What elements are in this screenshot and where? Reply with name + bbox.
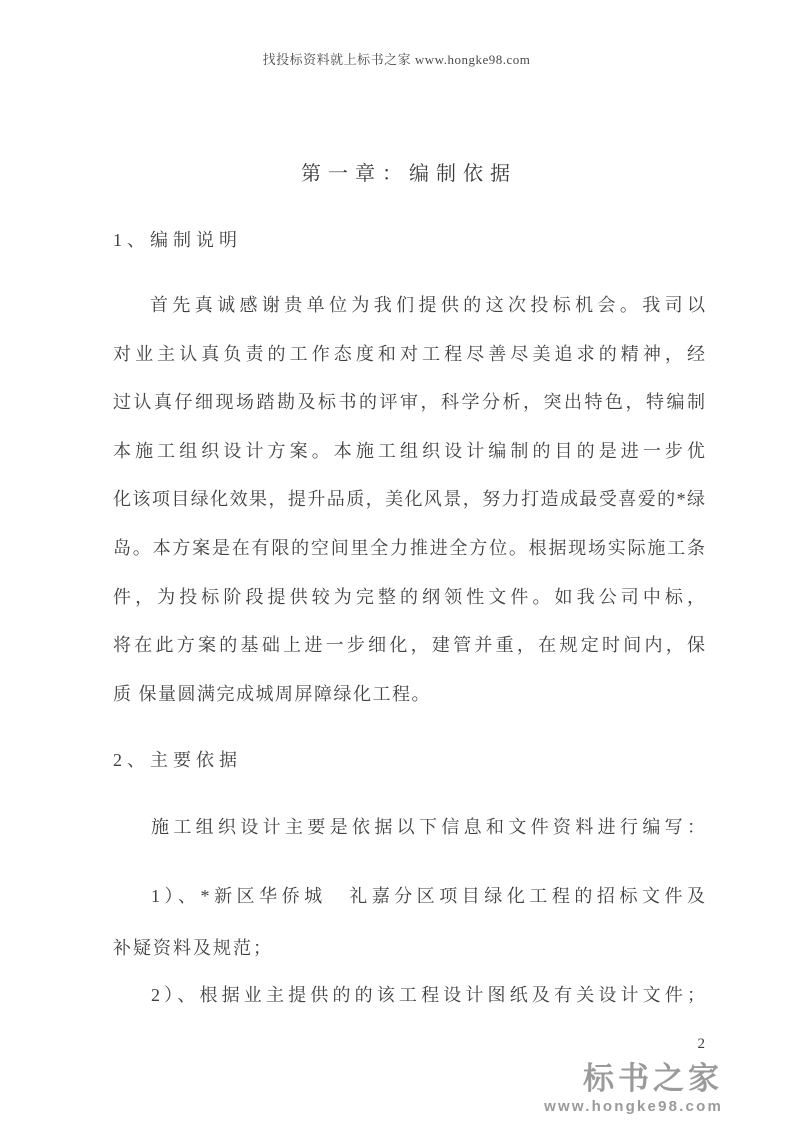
paragraph-line: 化该项目绿化效果，提升品质，美化风景，努力打造成最受喜爱的*绿 — [113, 489, 705, 510]
paragraph-line: 质 保量圆满完成城周屏障绿化工程。 — [113, 683, 431, 704]
chapter-title: 第一章：编制依据 — [301, 163, 517, 185]
paragraph-line: 首先真诚感谢贵单位为我们提供的这次投标机会。我司以 — [150, 295, 705, 315]
brand-url: www.hongke98.com — [544, 1098, 723, 1115]
list-item-2: 2）、根据业主提供的的该工程设计图纸及有关设计文件； — [151, 985, 705, 1005]
list-item-1 — [113, 870, 705, 974]
list-item-line: 1）、*新区华侨城 礼嘉分区项目绿化工程的招标文件及 — [151, 886, 705, 906]
paragraph-line: 将在此方案的基础上进一步细化，建管并重，在规定时间内，保 — [113, 635, 705, 656]
paragraph-line: 对业主认真负责的工作态度和对工程尽善尽美追求的精神，经 — [113, 343, 705, 364]
section-2-intro: 施工组织设计主要是依据以下信息和文件资料进行编写： — [151, 817, 705, 837]
section-1-heading: 1、编制说明 — [113, 230, 242, 250]
brand-watermark — [544, 1062, 723, 1116]
header-watermark: 找投标资料就上标书之家 www.hongke98.com — [262, 52, 531, 67]
section-2-heading: 2、主要依据 — [113, 750, 242, 770]
paragraph-line: 过认真仔细现场踏勘及标书的评审，科学分析，突出特色，特编制 — [113, 392, 705, 413]
paragraph-line: 岛。本方案是在有限的空间里全力推进全方位。根据现场实际施工条 — [113, 537, 705, 558]
paragraph-line: 本施工组织设计方案。本施工组织设计编制的目的是进一步优 — [113, 440, 705, 461]
page-number: 2 — [697, 1036, 705, 1052]
list-item-line: 补疑资料及规范； — [113, 938, 273, 958]
brand-logo-text: 标书之家 — [583, 1061, 723, 1096]
paragraph-line: 件，为投标阶段提供较为完整的纲领性文件。如我公司中标， — [113, 586, 705, 607]
section-1-paragraph — [113, 281, 705, 718]
